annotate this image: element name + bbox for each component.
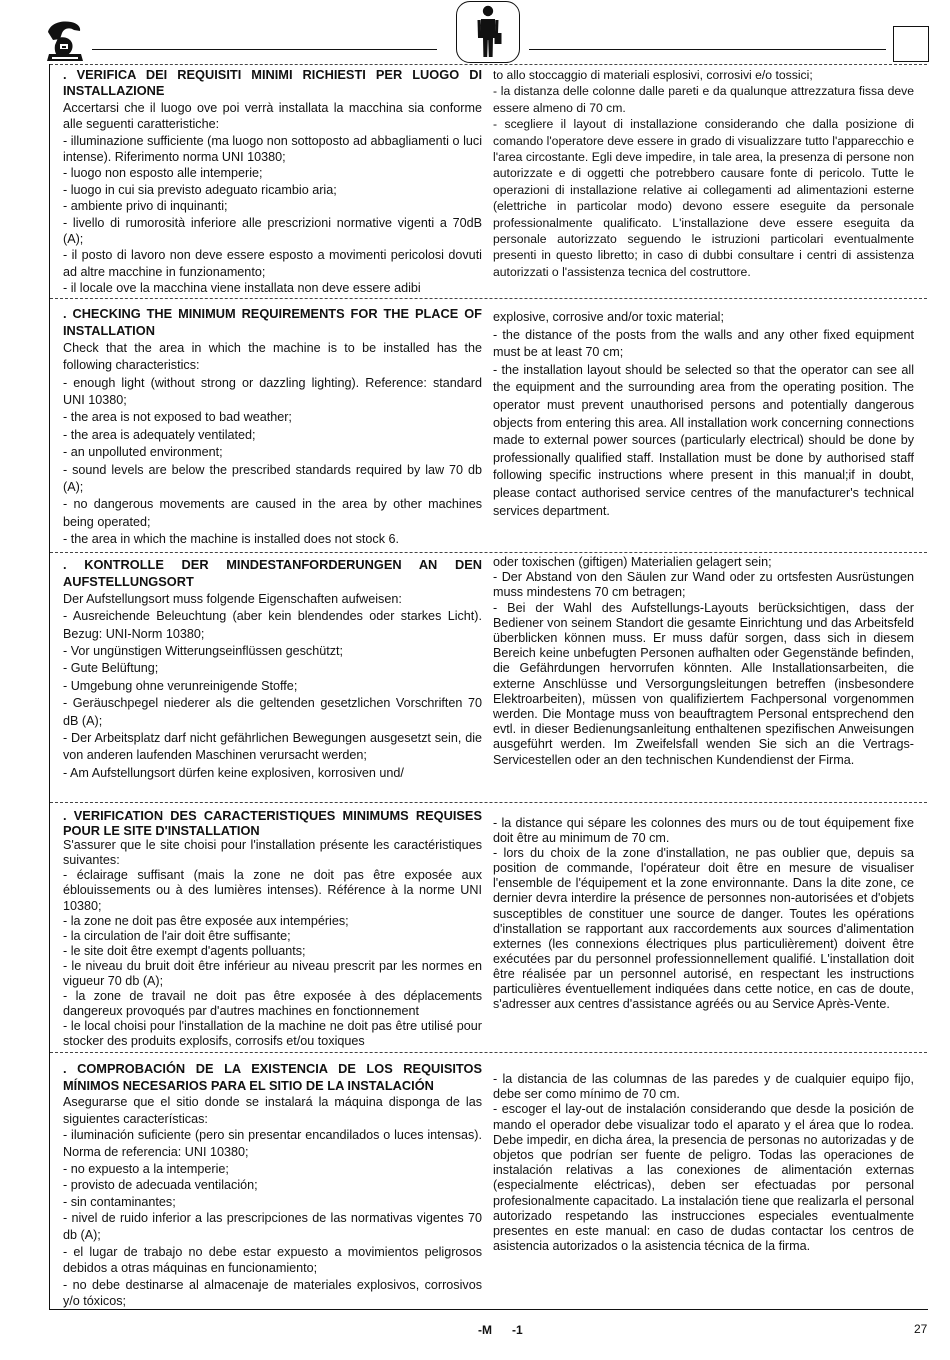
section-right-column <box>493 555 914 768</box>
list-item: - Bei der Wahl des Aufstellungs-Layouts berücksichtigen, dass der Bediener von seinem Standort die gesamte Einrichtung und das Arbeitsfeld überblicken können muss. Er muss dafür sorgen, dass sich in diesem Bereich keine unbefugten Personen aufhalten oder Gegenstände befinden, die Gefährdungen hervorrufen könnten. Alle Installationsarbeiten, die externe Anschlüsse und Versorgungsleitungen betreffen (insbesondere Elektroarbeiten), müssen von qualifiziertem Fachpersonal vorgenommen werden. Die Montage muss von beauftragtem Personal entsprechend den evtl. in dieser Bedienungsanleitung enthaltenen spezifischen Anweisungen ausgeführt werden. Im Zweifelsfall wenden Sie sich an die Vertrags-Servicestellen oder an den technischen Kundendienst der Firma. <box>493 600 914 767</box>
section-english <box>50 298 927 553</box>
section-right-column <box>493 1072 914 1254</box>
list-item: - lors du choix de la zone d'installation, ne pas oublier que, depuis sa position de commande, l'opérateur doit être en mesure de visualiser l'ensemble de l'équipement et la zone environnante. Dans la dite zone, ce dernier devra interdire la présence de personnes non-autorisées et d'objets susceptibles de constituer une source de danger. Toutes les opérations d'installation se rapportant aux raccordements aux sources d'alimentation externes (les connexions électriques plus particulièrement) doivent être exécutées par du personnel professionnellement qualifié. L'installation doit être réalisée par un personnel autorisé, en respectant les instructions particulières éventuellement indiquées dans cette notice, en cas de doute, s'adresser aux centres d'assistance agréés ou au Service Après-Vente. <box>493 846 914 1012</box>
list-item: - provisto de adecuada ventilación; <box>63 1178 258 1193</box>
list-item: - éclairage suffisant (mais la zone ne doit pas être exposée aux éblouissements ou à des lumières intenses). Référence à la norme UNI 10380; <box>63 868 482 913</box>
list-item: - no dangerous movements are caused in the area by other machines being operated; <box>63 497 482 529</box>
list-item: - the distance of the posts from the walls and any other fixed equipment must be at least 70 cm; <box>493 327 914 360</box>
list-item: - luogo non esposto alle intemperie; <box>63 166 263 181</box>
list-item: - le niveau du bruit doit être inférieur au niveau prescrit par les normes en vigueur 70 db (A); <box>63 958 482 989</box>
section-title: . COMPROBACIÓN DE LA EXISTENCIA DE LOS REQUISITOS MÍNIMOS NECESARIOS PARA EL SITIO DE LA INSTALACIÓN <box>63 1061 482 1093</box>
list-item: - livello di rumorosità inferiore alle prescrizioni normative vigenti a 70dB (A); <box>63 215 482 247</box>
header-rule-right <box>529 49 886 50</box>
list-item: - iluminación suficiente (pero sin presentar encandilados o luces intensas). Norma de referencia: UNI 10380; <box>63 1128 482 1159</box>
section-french <box>50 802 927 1053</box>
list-item: - nivel de ruido inferior a las prescripciones de las normativas vigentes 70 db (A); <box>63 1211 482 1242</box>
list-item: - the area in which the machine is installed does not stock 6. <box>63 532 400 547</box>
section-spanish <box>50 1052 927 1309</box>
list-item: - luogo in cui sia previsto adeguato ricambio aria; <box>63 182 337 197</box>
list-item: - la distancia de las columnas de las paredes y de cualquier equipo fijo, debe ser como mínimo de 70 cm. <box>493 1072 914 1102</box>
list-item: - Ausreichende Beleuchtung (aber kein blendendes oder starkes Licht). Bezug: UNI-Norm 10380; <box>63 609 482 641</box>
list-item: - el lugar de trabajo no debe estar expuesto a movimientos peligrosos debidos a otras máquinas en funcionamiento; <box>63 1244 482 1276</box>
list-item: - enough light (without strong or dazzling lighting). Reference: standard UNI 10380; <box>63 375 482 408</box>
paragraph: Asegurarse que el sitio donde se instalará la máquina disponga de las siguientes características: <box>63 1095 482 1126</box>
page-number: 27 <box>914 1322 928 1336</box>
section-left-column <box>63 808 482 1050</box>
list-item: - ambiente privo di inquinanti; <box>63 199 228 214</box>
list-item: - no expuesto a la intemperie; <box>63 1161 229 1176</box>
list-item: - Der Abstand von den Säulen zur Wand oder zu ortsfesten Ausrüstungen muss mindestens 70 cm betragen; <box>493 570 914 600</box>
list-item: - illuminazione sufficiente (ma luogo non sottoposto ad abbagliamenti o luci intense). Riferimento norma UNI 10380; <box>63 133 482 165</box>
list-item: - sin contaminantes; <box>63 1194 176 1209</box>
list-item: - an unpolluted environment; <box>63 445 223 460</box>
header-rule-left <box>92 49 437 50</box>
list-item: - escoger el lay-out de instalación considerando que desde la posición de mando el operador debe visualizar todo el aparato y el área que lo rodea. Debe impedir, en dicha área, la presencia de personas no autorizadas y de objetos que podrían ser fuente de peligro. Todas las operaciones de instalación relativas a las conexiones de alimentación externas (especialmente eléctricas), deben ser efectuadas por personal profesionalmente capacitado. La instalación tiene que realizarla el personal autorizado respetando las instrucciones especiales eventualmente presentes en este manual: en caso de dudas contactar los centros de asistencia autorizados o la asistencia técnica de la firma. <box>493 1102 914 1254</box>
list-item: - Der Arbeitsplatz darf nicht gefährlichen Bewegungen ausgesetzt sein, die von anderen laufenden Maschinen verursacht werden; <box>63 731 482 763</box>
section-title: . CHECKING THE MINIMUM REQUIREMENTS FOR THE PLACE OF INSTALLATION <box>63 306 482 339</box>
list-item: - Gute Belüftung; <box>63 661 159 676</box>
section-title: . VERIFICATION DES CARACTERISTIQUES MINIMUMS REQUISES POUR LE SITE D'INSTALLATION <box>63 808 482 839</box>
list-item: - Umgebung ohne verunreinigende Stoffe; <box>63 678 298 693</box>
list-item: - Vor ungünstigen Witterungseinflüssen geschützt; <box>63 644 344 659</box>
list-item: - the installation layout should be selected so that the operator can see all the equipment and the surrounding area from the operating position. The operator must prevent unauthorised persons and potentially dangerous objects from entering this area. All installation work concerning connections made to external power sources (particularly electrical) should be done by professionally qualified staff. Installation must be done by authorised staff following specific instructions where present in this manual;if in doubt, please contact authorised service centres of the manufacturer's technical services department. <box>493 362 914 518</box>
section-left-column <box>63 556 482 782</box>
paragraph: Accertarsi che il luogo ove poi verrà installata la macchina sia conforme alle seguenti caratteristiche: <box>63 100 482 132</box>
paragraph: Check that the area in which the machine is to be installed has the following characteristics: <box>63 340 482 373</box>
list-item: - scegliere il layout di installazione considerando che dalla posizione di comando l'operatore deve essere in grado di visualizzare tutto l'apparecchio e l'area circostante. Egli deve impedire, in tale area, la presenza di persone non autorizzate e di oggetti che potrebbero causare fonte di pericolo. Tutte le operazioni di installazione relative ai collegamenti ad alimentazioni esterne (elettriche in particolar modo) devono essere eseguite da personale professionalmente qualificato. L'installazione deve essere eseguita da personale autorizzato seguendo le istruzioni particolari eventualmente presenti in questo libretto; in caso di dubbi consultare i centri di assistenza autorizzati o l'assistenza tecnica del costruttore. <box>493 117 914 279</box>
section-right-column <box>493 67 914 280</box>
manufacturer-logo-icon <box>44 18 86 64</box>
operator-person-icon <box>457 2 519 62</box>
paragraph: to allo stoccaggio di materiali esplosivi, corrosivi e/o tossici; <box>493 68 813 82</box>
list-item: - the area is not exposed to bad weather; <box>63 410 292 425</box>
list-item: - il locale ove la macchina viene installata non deve essere adibi <box>63 281 421 296</box>
section-right-column <box>493 816 914 1012</box>
list-item: - no debe destinarse al almacenaje de materiales explosivos, corrosivos y/o tóxicos; <box>63 1277 482 1309</box>
list-item: - il posto di lavoro non deve essere esposto a movimenti pericolosi dovuti ad altre macchine in funzionamento; <box>63 248 482 279</box>
list-item: - Am Aufstellungsort dürfen keine explosiven, korrosiven und/ <box>63 765 404 780</box>
paragraph: oder toxischen (giftigen) Materialien gelagert sein; <box>493 555 772 569</box>
paragraph: Der Aufstellungsort muss folgende Eigenschaften aufweisen: <box>63 591 402 606</box>
list-item: - la zone ne doit pas être exposée aux intempéries; <box>63 913 349 928</box>
list-item: - sound levels are below the prescribed standards required by law 70 db (A); <box>63 462 482 495</box>
list-item: - la distanza delle colonne dalle pareti e da qualunque attrezzatura fissa deve essere almeno di 70 cm. <box>493 84 914 115</box>
section-title: . VERIFICA DEI REQUISITI MINIMI RICHIESTI PER LUOGO DI INSTALLAZIONE <box>63 67 482 99</box>
section-right-column <box>493 309 914 520</box>
paragraph: S'assurer que le site choisi pour l'installation présente les caractéristiques suivantes: <box>63 838 482 868</box>
section-german <box>50 552 927 803</box>
paragraph: explosive, corrosive and/or toxic material; <box>493 310 724 324</box>
section-left-column <box>63 67 482 297</box>
header-corner-box <box>893 26 929 62</box>
section-title: . KONTROLLE DER MINDESTANFORDERUNGEN AN DEN AUFSTELLUNGSORT <box>63 557 482 590</box>
list-item: - la circulation de l'air doit être suffisante; <box>63 928 291 943</box>
list-item: - the area is adequately ventilated; <box>63 427 256 442</box>
section-italian <box>50 64 927 299</box>
list-item: - le site doit être exempt d'agents polluants; <box>63 943 306 958</box>
page-header <box>0 0 950 66</box>
list-item: - la distance qui sépare les colonnes des murs ou de tout équipement fixe doit être au minimum de 70 cm. <box>493 816 914 846</box>
list-item: - le local choisi pour l'installation de la machine ne doit pas être utilisé pour stocker des produits explosifs, corrosifs et/ou toxiques <box>63 1019 482 1049</box>
operator-symbol-box <box>456 1 520 63</box>
section-left-column <box>63 305 482 549</box>
document-code: -M -1 <box>478 1323 523 1337</box>
list-item: - Geräuschpegel niederer als die geltenden gesetzlichen Vorschriften 70 dB (A); <box>63 696 482 728</box>
section-left-column <box>63 1061 482 1310</box>
list-item: - la zone de travail ne doit pas être exposée à des déplacements dangereux provoqués par d'autres machines en fonctionnement <box>63 989 482 1019</box>
